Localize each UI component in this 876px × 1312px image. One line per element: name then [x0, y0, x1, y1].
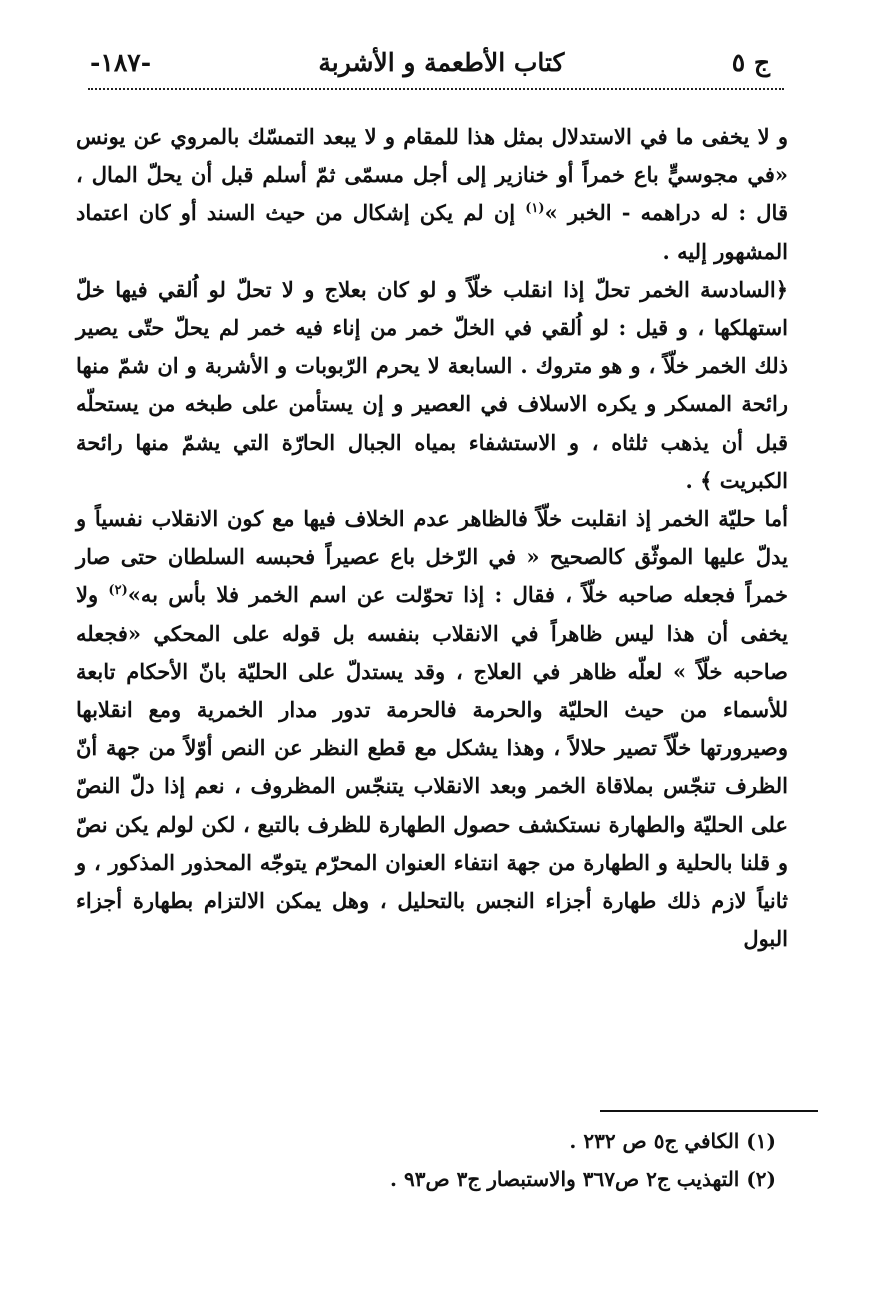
- main-text: [76, 118, 788, 958]
- matn-close-brace: ﴾ .: [685, 467, 713, 493]
- footnote-ref-2: (٢): [108, 583, 128, 599]
- footnote-separator: [600, 1110, 818, 1112]
- paragraph-1-text-cont: إن لم يكن إشكال من حيث السند أو كان اعتماد المشهور إليه .: [76, 200, 788, 264]
- footnote-2: (٢) التهذيب ج٢ ص٣٦٧ والاستبصار ج٣ ص٩٣ .: [390, 1167, 776, 1191]
- footnote-1: (١) الكافي ج٥ ص ٢٣٢ .: [569, 1129, 776, 1153]
- paragraph-3-text: أما حليّة الخمر إذ انقلبت خلّاً فالظاهر عدم الخلاف فيها مع كون الانقلاب نفسياً و يدلّ عليها الموثّق كالصحيح « في الرّخل باع عصيراً فحبسه السلطان حتى صار خمراً فجعله صاحبه خلّاً ، فقال : إذا تحوّلت عن اسم الخمر فلا بأس به»: [76, 506, 788, 608]
- footnotes: [300, 1122, 776, 1198]
- book-section-title: كتاب الأطعمة و الأشربة: [318, 47, 565, 77]
- paragraph-3: [76, 500, 788, 958]
- volume-label: ج ٥: [731, 47, 770, 77]
- paragraph-1: [76, 118, 788, 271]
- header-dotted-rule: [88, 88, 784, 90]
- page-header: [90, 38, 770, 86]
- footnote-ref-1: (١): [525, 201, 545, 217]
- paragraph-3-text-cont: ولا يخفى أن هذا ليس ظاهراً في الانقلاب بنفسه بل قوله على المحكي «فجعله صاحبه خلّاً » لعلّه ظاهر في العلاج ، وقد يستدلّ على الحليّة بانّ الأحكام تابعة للأسماء من حيث الحليّة والحرمة فالحرمة تدور مدار الخمرية ومع انقلابها وصيرورتها خلّاً تصير حلالاً ، وهذا يشكل مع قطع النظر عن النص أوّلاً من جهة أنّ الظرف تنجّس بملاقاة الخمر وبعد الانقلاب يتنجّس المظروف ، نعم إذا دلّ النصّ على الحليّة والطهارة نستكشف حصول الطهارة للظرف بالتبع ، لكن لولم يكن نصّ و قلنا بالحلية و الطهارة من جهة انتفاء العنوان المحرّم يتوجّه المحذور المذكور ، و ثانياً لازم ذلك طهارة أجزاء النجس بالتحليل ، وهل يمكن الالتزام بطهارة أجزاء البول: [76, 582, 788, 952]
- paragraph-2: [76, 271, 788, 500]
- paragraph-2-text: السادسة الخمر تحلّ إذا انقلب خلّاً و لو كان بعلاج و لا تحلّ لو اُلقي فيها خلّ استهلكها ، و قيل : لو اُلقي في الخلّ خمر من إناء فيه خمر لم يحلّ حتّى يصير ذلك الخمر خلّاً ، و هو متروك . السابعة لا يحرم الرّبوبات و الأشربة و ان شمّ منها رائحة المسكر و يكره الاسلاف في العصير و إن يستأمن على طبخه من يستحلّه قبل أن يذهب ثلثاه ، و الاستشفاء بمياه الجبال الحارّة التي يشمّ منها رائحة الكبريت: [76, 276, 788, 493]
- matn-open-brace: ﴿: [775, 276, 788, 302]
- paragraph-1-text: و لا يخفى ما في الاستدلال بمثل هذا للمقام و لا يبعد التمسّك بالمروي عن يونس «في مجوسيٍّ باع خمراً أو خنازير إلى أجل مسمّى ثمّ أسلم قبل أن يحلّ المال ، قال : له دراهمه - الخبر »: [76, 124, 788, 226]
- page-number: -١٨٧-: [90, 47, 152, 77]
